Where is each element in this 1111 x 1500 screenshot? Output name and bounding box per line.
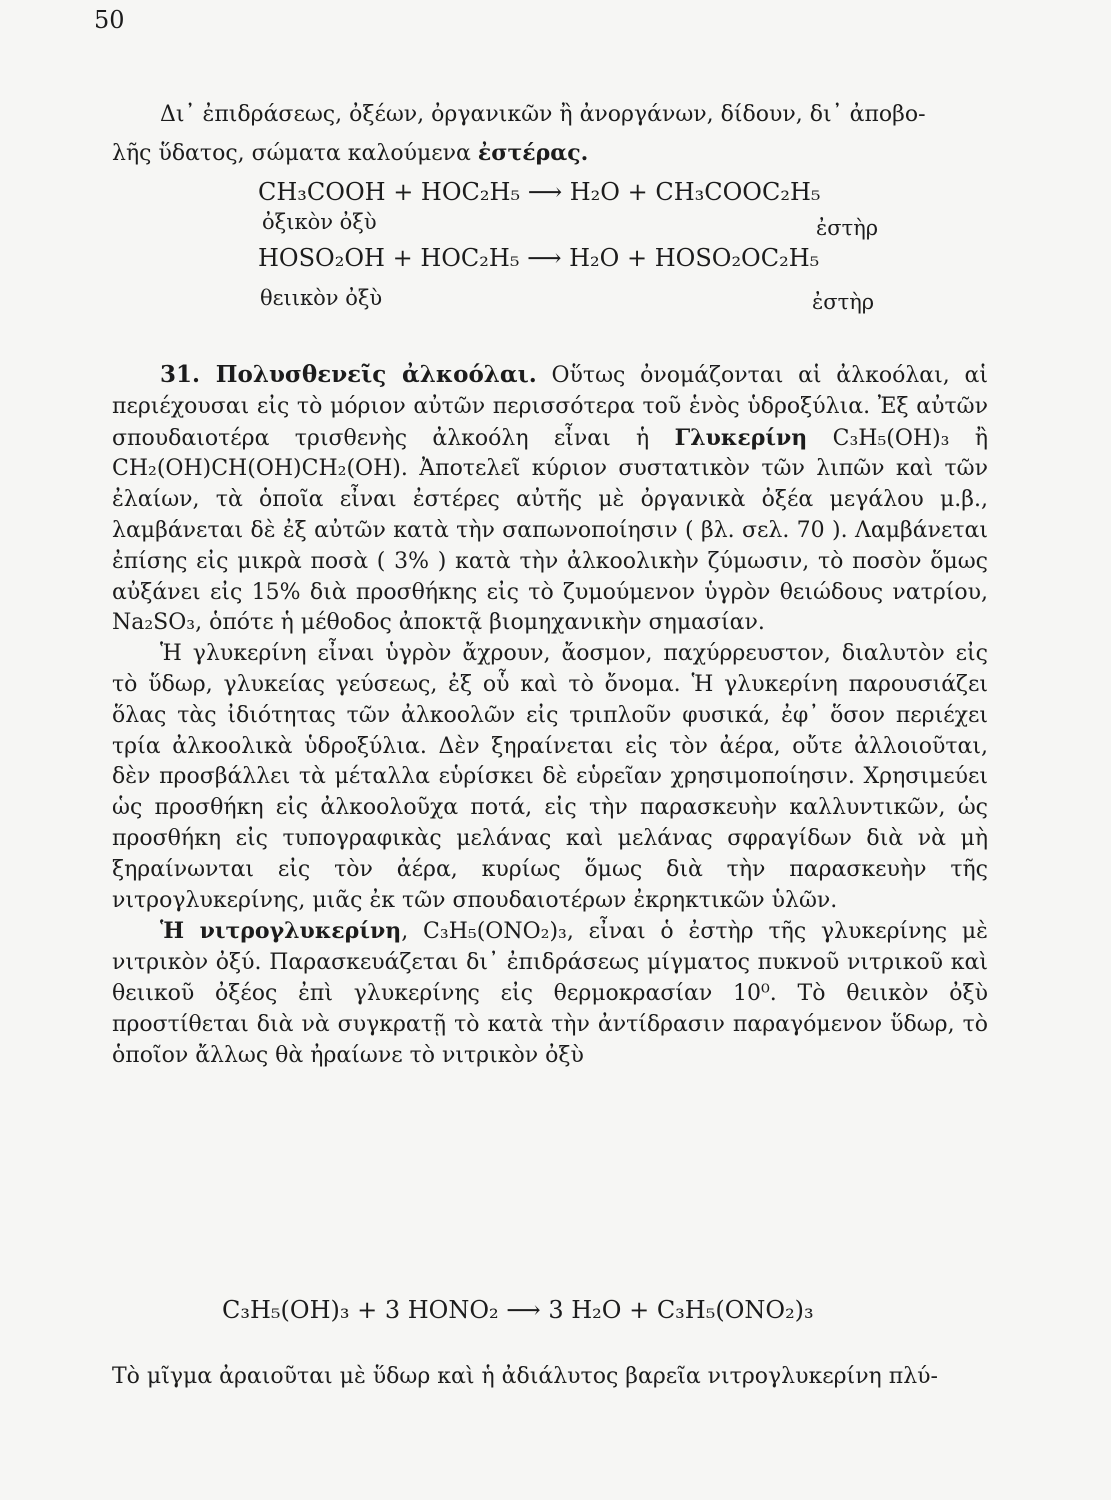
intro-line-2	[112, 134, 988, 173]
intro-line-2-text: λῆς ὕδατος, σώματα καλούμενα	[112, 141, 478, 166]
reaction-1-label-ester: ἐστὴρ	[816, 216, 879, 240]
section-paragraph-1	[112, 360, 988, 639]
section-heading: 31. Πολυσθενεῖς ἀλκοόλαι.	[160, 361, 537, 388]
paragraph-1-part-b: C₃H₅(OH)₃ ἢ CH₂(OH)CH(OH)CH₂(OH). Ἀποτελεῖ κύριον συστατικὸν τῶν λιπῶν καὶ τῶν ἐλαίων, τὰ ὁποῖα εἶναι ἐστέρες αὐτῆς μὲ ὀργανικὰ ὀξέα μεγάλου μ.β., λαμβάνεται δὲ ἐξ αὐτῶν κατὰ τὴν σαπωνοποίησιν ( βλ. σελ. 70 ). Λαμβάνεται ἐπίσης εἰς μικρὰ ποσὰ ( 3% ) κατὰ τὴν ἀλκοολικὴν ζύμωσιν, τὸ ποσὸν ὅμως αὐξάνει εἰς 15% διὰ προσθήκης εἰς τὸ ζυμούμενον ὑγρὸν θειώδους νατρίου, Na₂SO₃, ὁπότε ἡ μέθοδος ἀποκτᾷ βιομηχανικὴν σημασίαν.	[112, 425, 989, 636]
nitroglycerin-term: Ἡ νιτρογλυκερίνη	[160, 918, 402, 945]
reaction-esterification-acetic: CH₃COOH + HOC₂H₅ ⟶ H₂O + CH₃COOC₂H₅	[258, 178, 821, 206]
intro-paragraph	[112, 96, 988, 173]
reaction-2-label-ester: ἐστὴρ	[812, 290, 875, 314]
reaction-1-label-acid: ὀξικὸν ὀξὺ	[262, 210, 377, 234]
section-polyhydric-alcohols	[112, 360, 988, 1071]
section-paragraph-3	[112, 916, 988, 1071]
section-paragraph-2: Ἡ γλυκερίνη εἶναι ὑγρὸν ἄχρουν, ἄοσμον, παχύρρευστον, διαλυτὸν εἰς τὸ ὕδωρ, γλυκείας γεύσεως, ἐξ οὗ καὶ τὸ ὄνομα. Ἡ γλυκερίνη παρουσιάζει ὅλας τὰς ἰδιότητας τῶν ἀλκοολῶν εἰς τριπλοῦν φυσικά, ἐφ᾿ ὅσον περιέχει τρία ἀλκοολικὰ ὑδροξύλια. Δὲν ξηραίνεται εἰς τὸν ἀέρα, οὔτε ἀλλοιοῦται, δὲν προσβάλλει τὰ μέταλλα εὑρίσκει δὲ εὑρεῖαν χρησιμοποίησιν. Χρησιμεύει ὡς προσθήκη εἰς ἀλκοολοῦχα ποτά, εἰς τὴν παρασκευὴν καλλυντικῶν, ὡς προσθήκη εἰς τυπογραφικὰς μελάνας καὶ μελάνας σφραγίδων διὰ νὰ μὴ ξηραίνωνται εἰς τὸν ἀέρα, κυρίως ὅμως διὰ τὴν παρασκευὴν τῆς νιτρογλυκερίνης, μιᾶς ἐκ τῶν σπουδαιοτέρων ἐκρηκτικῶν ὑλῶν.	[112, 641, 988, 913]
reaction-esterification-sulfuric: HOSO₂OH + HOC₂H₅ ⟶ H₂O + HOSO₂OC₂H₅	[258, 244, 820, 272]
reaction-2-label-acid: θειικὸν ὀξὺ	[260, 286, 383, 310]
paragraph-3-text: , C₃H₅(ONO₂)₃, εἶναι ὁ ἐστὴρ τῆς γλυκερίνης μὲ νιτρικὸν ὀξύ. Παρασκευάζεται δι᾿ ἐπιδράσεως μίγματος πυκνοῦ νιτρικοῦ καὶ θειικοῦ ὀξέος ἐπὶ γλυκερίνης εἰς θερμοκρασίαν 10⁰. Τὸ θειικὸν ὀξὺ προστίθεται διὰ νὰ συγκρατῇ τὸ κατὰ τὴν ἀντίδρασιν παραγόμενον ὕδωρ, τὸ ὁποῖον ἄλλως θὰ ἠραίωνε τὸ νιτρικὸν ὀξὺ	[112, 919, 988, 1068]
glycerin-term: Γλυκερίνη	[674, 424, 808, 451]
last-line: Τὸ μῖγμα ἀραιοῦται μὲ ὕδωρ καὶ ἡ ἀδιάλυτος βαρεῖα νιτρογλυκερίνη πλύ-	[112, 1364, 938, 1389]
intro-line-1: Δι᾿ ἐπιδράσεως, ὀξέων, ὀργανικῶν ἢ ἀνοργάνων, δίδουν, δι᾿ ἀποβο-	[160, 102, 926, 127]
paragraph-1-part-a: Οὕτως ὀνομάζονται αἱ ἀλκοόλαι, αἱ περιέχουσαι εἰς τὸ μόριον αὐτῶν περισσότερα τοῦ ἑνὸς ὑδροξύλια. Ἐξ αὐτῶν σπουδαιοτέρα τρισθενὴς ἀλκοόλη εἶναι ἡ	[112, 363, 988, 451]
page-number: 50	[94, 6, 125, 34]
esters-term: ἐστέρας.	[477, 140, 589, 166]
reaction-nitroglycerin: C₃H₅(OH)₃ + 3 HONO₂ ⟶ 3 H₂O + C₃H₅(ONO₂)₃	[222, 1296, 814, 1324]
